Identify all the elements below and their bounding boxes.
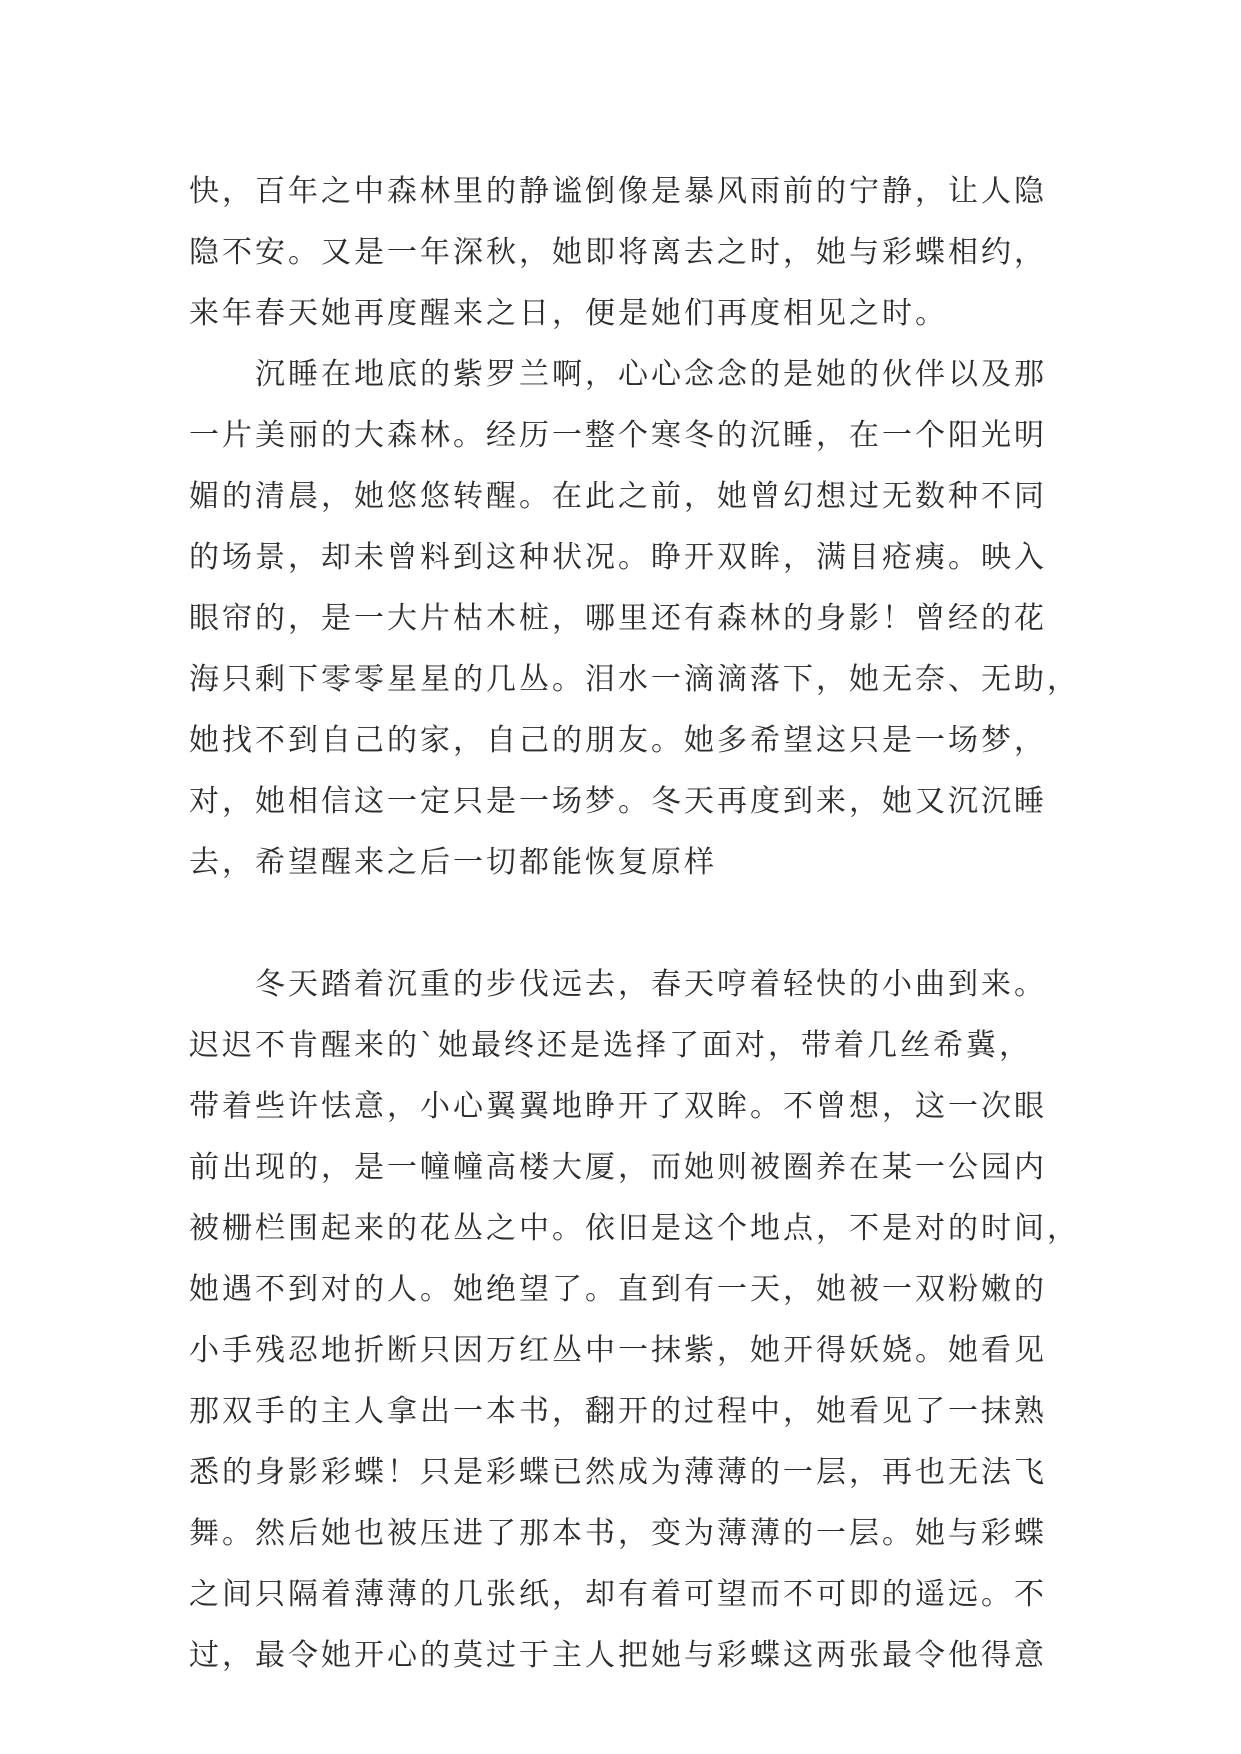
text-line: 隐不安。又是一年深秋，她即将离去之时，她与彩蝶相约， [189,235,1047,270]
text-line: 眼帘的，是一大片枯木桩，哪里还有森林的身影！曾经的花 [189,601,1047,636]
text-line: 快，百年之中森林里的静谧倒像是暴风雨前的宁静，让人隐 [189,174,1047,209]
text-line: 被栅栏围起来的花丛之中。依旧是这个地点，不是对的时间， [189,1211,1080,1246]
text-line: 的场景，却未曾料到这种状况。睁开双眸，满目疮痍。映入 [189,540,1047,575]
text-line: 冬天踏着沉重的步伐远去，春天哼着轻快的小曲到来。 [255,967,1047,1002]
text-line: 去，希望醒来之后一切都能恢复原样 [189,845,717,880]
paragraph [189,954,1080,1686]
text-line: 过，最令她开心的莫过于主人把她与彩蝶这两张最令他得意 [189,1638,1047,1673]
text-line: 那双手的主人拿出一本书，翻开的过程中，她看见了一抹熟 [189,1394,1047,1429]
text-line: 她找不到自己的家，自己的朋友。她多希望这只是一场梦， [189,723,1047,758]
text-line [189,893,1069,954]
text-line: 对，她相信这一定只是一场梦。冬天再度到来，她又沉沉睡 [189,784,1047,819]
text-line: 带着些许怯意，小心翼翼地睁开了双眸。不曾想，这一次眼 [189,1089,1047,1124]
text-line: 前出现的，是一幢幢高楼大厦，而她则被圈养在某一公园内 [189,1150,1047,1185]
text-line: 沉睡在地底的紫罗兰啊，心心念念的是她的伙伴以及那 [255,357,1047,392]
text-line: 她遇不到对的人。她绝望了。直到有一天，她被一双粉嫩的 [189,1272,1047,1307]
body-text [189,161,1080,1686]
text-line: 海只剩下零零星星的几丛。泪水一滴滴落下，她无奈、无助， [189,662,1080,697]
text-line: 迟迟不肯醒来的`她最终还是选择了面对，带着几丝希冀， [189,1028,1032,1063]
text-line: 悉的身影彩蝶！只是彩蝶已然成为薄薄的一层，再也无法飞 [189,1455,1047,1490]
text-line: 媚的清晨，她悠悠转醒。在此之前，她曾幻想过无数种不同 [189,479,1047,514]
text-line: 来年春天她再度醒来之日，便是她们再度相见之时。 [189,296,948,331]
paragraph [189,344,1080,954]
text-line: 舞。然后她也被压进了那本书，变为薄薄的一层。她与彩蝶 [189,1516,1047,1551]
text-line: 一片美丽的大森林。经历一整个寒冬的沉睡，在一个阳光明 [189,418,1047,453]
paragraph [189,161,1069,344]
text-line: 小手残忍地折断只因万红丛中一抹紫，她开得妖娆。她看见 [189,1333,1047,1368]
text-line: 之间只隔着薄薄的几张纸，却有着可望而不可即的遥远。不 [189,1577,1047,1612]
